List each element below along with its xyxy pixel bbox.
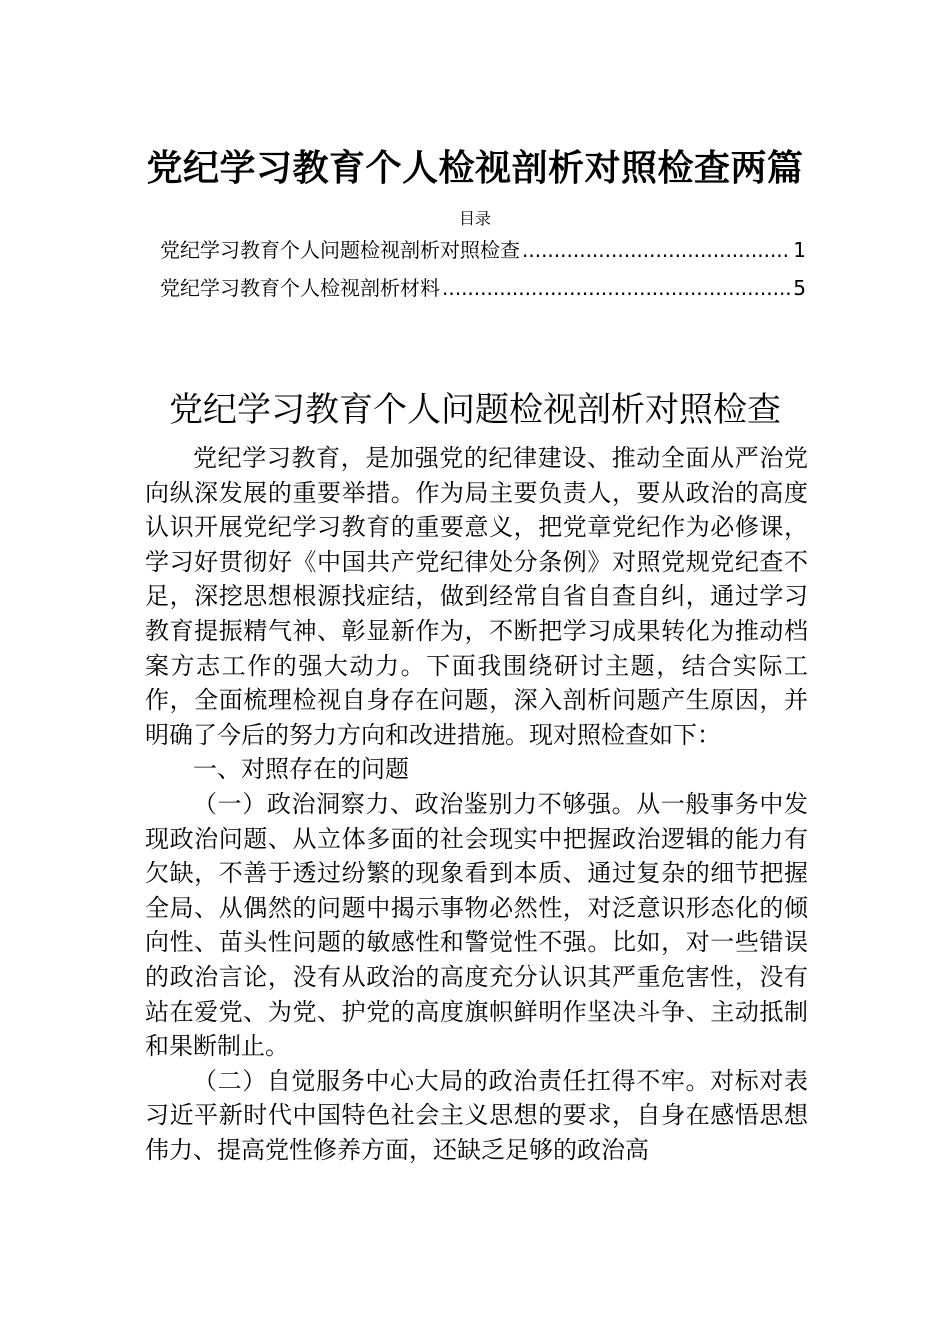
body-paragraph: （一）政治洞察力、政治鉴别力不够强。从一般事务中发现政治问题、从立体多面的社会现实中把握政治逻辑的能力有欠缺，不善于透过纷繁的现象看到本质、通过复杂的细节把握全局、从偶然的问题中揭示事物必然性，对泛意识形态化的倾向性、苗头性问题的敏感性和警觉性不强。比如，对一些错误的政治言论，没有从政治的高度充分认识其严重危害性，没有站在爱党、为党、护党的高度旗帜鲜明作坚决斗争、主动抵制和果断制止。: [145, 789, 808, 1061]
table-of-contents: [160, 234, 806, 310]
toc-entry-page: 1: [793, 238, 806, 262]
subheading: 一、对照存在的问题: [193, 755, 409, 784]
document-body: [145, 441, 808, 1167]
toc-entry[interactable]: [160, 234, 806, 272]
toc-entry[interactable]: [160, 272, 806, 310]
toc-heading: 目录: [458, 209, 491, 228]
body-paragraph: 党纪学习教育，是加强党的纪律建设、推动全面从严治党向纵深发展的重要举措。作为局主要负责人，要从政治的高度认识开展党纪学习教育的重要意义，把党章党纪作为必修课，学习好贯彻好《中国共产党纪律处分条例》对照党规党纪查不足，深挖思想根源找症结，做到经常自省自查自纠，通过学习教育提振精气神、彰显新作为，不断把学习成果转化为推动档案方志工作的强大动力。下面我围绕研讨主题，结合实际工作，全面梳理检视自身存在问题，深入剖析问题产生原因，并明确了今后的努力方向和改进措施。现对照检查如下：: [145, 444, 808, 749]
toc-entry-page: 5: [793, 276, 806, 300]
toc-leader-dots: [522, 238, 791, 262]
toc-entry-title: 党纪学习教育个人检视剖析材料: [160, 276, 440, 300]
body-paragraph: （二）自觉服务中心大局的政治责任扛得不牢。对标对表习近平新时代中国特色社会主义思想的要求，自身在感悟思想伟力、提高党性修养方面，还缺乏足够的政治高: [145, 1066, 808, 1164]
toc-leader-dots: [442, 276, 791, 300]
document-title: 党纪学习教育个人检视剖析对照检查两篇: [146, 148, 804, 189]
section-title: 党纪学习教育个人问题检视剖析对照检查: [169, 390, 781, 430]
toc-entry-title: 党纪学习教育个人问题检视剖析对照检查: [160, 238, 520, 262]
